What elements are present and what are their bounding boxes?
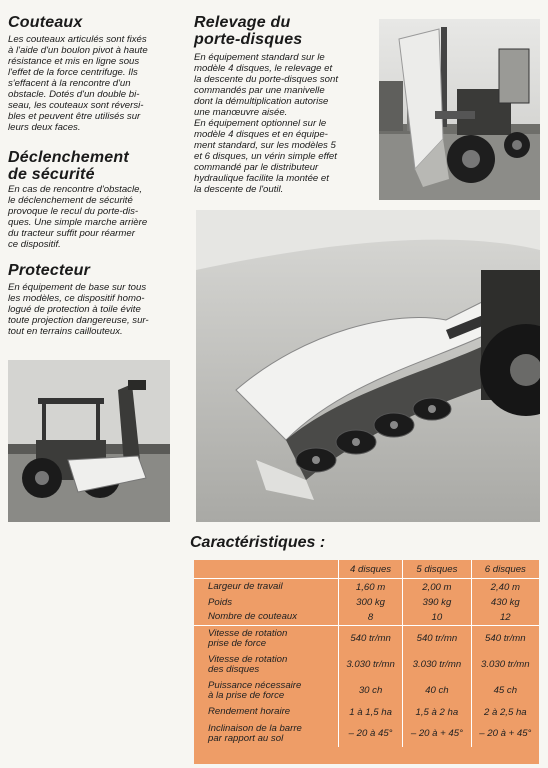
spec-value: 540 tr/mn (471, 626, 539, 652)
spec-label-line: Poids (208, 596, 232, 608)
spec-label-line: Largeur de travail (208, 581, 283, 593)
spec-row (194, 678, 539, 704)
text-couteaux (8, 34, 180, 133)
spec-label (194, 652, 339, 678)
specs-header-col: 5 disques (403, 560, 471, 579)
spec-value: – 20 à + 45° (403, 721, 471, 747)
text-line: la descente du porte-disques sont (194, 74, 338, 85)
spec-label-line: Nombre de couteaux (208, 611, 298, 623)
text-line: résistance et mis en ligne sous (8, 56, 140, 67)
spec-label-line: Puissance nécessaire (208, 679, 302, 691)
photo-tractor-raised-mower (379, 19, 540, 200)
spec-value: 2,00 m (403, 579, 471, 596)
heading-relevage (194, 14, 302, 48)
text-relevage (194, 52, 370, 195)
text-line: la descente de l'outil. (194, 184, 284, 195)
text-line: hydraulique facilite la montée et (194, 173, 329, 184)
spec-value: 30 ch (339, 678, 403, 704)
text-line: commandés par une manivelle (194, 85, 325, 96)
spec-label-line: prise de force (208, 637, 267, 649)
spec-value: 45 ch (471, 678, 539, 704)
spec-row (194, 652, 539, 678)
spec-label (194, 610, 339, 626)
spec-value: – 20 à + 45° (471, 721, 539, 747)
text-line: et 6 disques, un vérin simple effet (194, 151, 337, 162)
specs-header-col: 6 disques (471, 560, 539, 579)
specs-table (194, 560, 539, 747)
text-line: une manœuvre aisée. (194, 107, 288, 118)
spec-value: – 20 à 45° (339, 721, 403, 747)
text-declenchement (8, 184, 180, 250)
spec-value: 540 tr/mn (403, 626, 471, 652)
spec-value: 2 à 2,5 ha (471, 704, 539, 721)
spec-row (194, 596, 539, 610)
spec-value: 540 tr/mn (339, 626, 403, 652)
text-line: tout en terrains caillouteux. (8, 326, 123, 337)
text-line: modèle 4 disques et en équipe- (194, 129, 328, 140)
text-line: seau, les couteaux sont réversi- (8, 100, 144, 111)
spec-label-line: Vitesse de rotation (208, 627, 288, 639)
text-line: En cas de rencontre d'obstacle, (8, 184, 143, 195)
heading-line: porte-disques (194, 31, 303, 48)
spec-value: 10 (403, 610, 471, 626)
photo-disc-mower (196, 210, 540, 522)
text-line: du tracteur suffit pour réarmer (8, 228, 135, 239)
spec-value: 300 kg (339, 596, 403, 610)
spec-label (194, 704, 339, 721)
text-line: En équipement optionnel sur le (194, 118, 327, 129)
spec-value: 1 à 1,5 ha (339, 704, 403, 721)
text-line: le déclenchement de sécurité (8, 195, 133, 206)
spec-value: 8 (339, 610, 403, 626)
spec-label-line: Inclinaison de la barre (208, 722, 302, 734)
text-line: dont la démultiplication autorise (194, 96, 329, 107)
text-line: bles et peuvent être utilisés sur (8, 111, 141, 122)
photo-tractor-protector (8, 360, 170, 522)
spec-row (194, 721, 539, 747)
text-line: Les couteaux articulés sont fixés (8, 34, 147, 45)
text-line: ques. Une simple marche arrière (8, 217, 148, 228)
heading-protecteur: Protecteur (8, 262, 91, 279)
spec-value: 40 ch (403, 678, 471, 704)
text-line: l'effet de la force centrifuge. Ils (8, 67, 138, 78)
text-line: En équipement de base sur tous (8, 282, 147, 293)
spec-label-line: Rendement horaire (208, 706, 291, 717)
text-line: obstacle. Dotés d'un double bi- (8, 89, 140, 100)
spec-value: 3.030 tr/mn (471, 652, 539, 678)
spec-row (194, 704, 539, 721)
spec-row (194, 610, 539, 626)
spec-label-line: des disques (208, 663, 260, 675)
spec-label (194, 596, 339, 610)
specs-header-empty (194, 560, 339, 579)
spec-row (194, 626, 539, 652)
specs-header-col: 4 disques (339, 560, 403, 579)
heading-declenchement (8, 149, 129, 183)
heading-line: de sécurité (8, 166, 95, 183)
text-protecteur (8, 282, 180, 337)
spec-label (194, 678, 339, 704)
text-line: toute projection dangereuse, sur- (8, 315, 149, 326)
spec-label (194, 721, 339, 747)
spec-label-line: par rapport au sol (208, 732, 284, 744)
text-line: commandé par le distributeur (194, 162, 319, 173)
spec-label (194, 626, 339, 652)
spec-value: 1,5 à 2 ha (403, 704, 471, 721)
specs-table-body (194, 579, 539, 747)
spec-value: 390 kg (403, 596, 471, 610)
heading-caracteristiques: Caractéristiques : (190, 534, 326, 551)
heading-couteaux: Couteaux (8, 14, 83, 31)
heading-line: Déclenchement (8, 149, 129, 166)
spec-row (194, 579, 539, 596)
spec-value: 430 kg (471, 596, 539, 610)
specs-header-row (194, 560, 539, 579)
text-line: logué de protection à toile évite (8, 304, 141, 315)
spec-label-line: Vitesse de rotation (208, 653, 288, 665)
heading-line: Relevage du (194, 14, 291, 31)
text-line: les modèles, ce dispositif homo- (8, 293, 145, 304)
text-line: provoque le recul du porte-dis- (8, 206, 139, 217)
spec-label-line: à la prise de force (208, 689, 285, 701)
text-line: ce dispositif. (8, 239, 61, 250)
spec-value: 1,60 m (339, 579, 403, 596)
text-line: leurs deux faces. (8, 122, 81, 133)
specs-table-panel (194, 560, 539, 764)
spec-label (194, 579, 339, 596)
text-line: En équipement standard sur le (194, 52, 325, 63)
spec-value: 3.030 tr/mn (339, 652, 403, 678)
spec-value: 3.030 tr/mn (403, 652, 471, 678)
spec-value: 2,40 m (471, 579, 539, 596)
text-line: modèle 4 disques, le relevage et (194, 63, 333, 74)
spec-value: 12 (471, 610, 539, 626)
text-line: à l'aide d'un boulon pivot à haute (8, 45, 148, 56)
text-line: ment standard, sur les modèles 5 (194, 140, 336, 151)
text-line: s'effacent à la rencontre d'un (8, 78, 131, 89)
